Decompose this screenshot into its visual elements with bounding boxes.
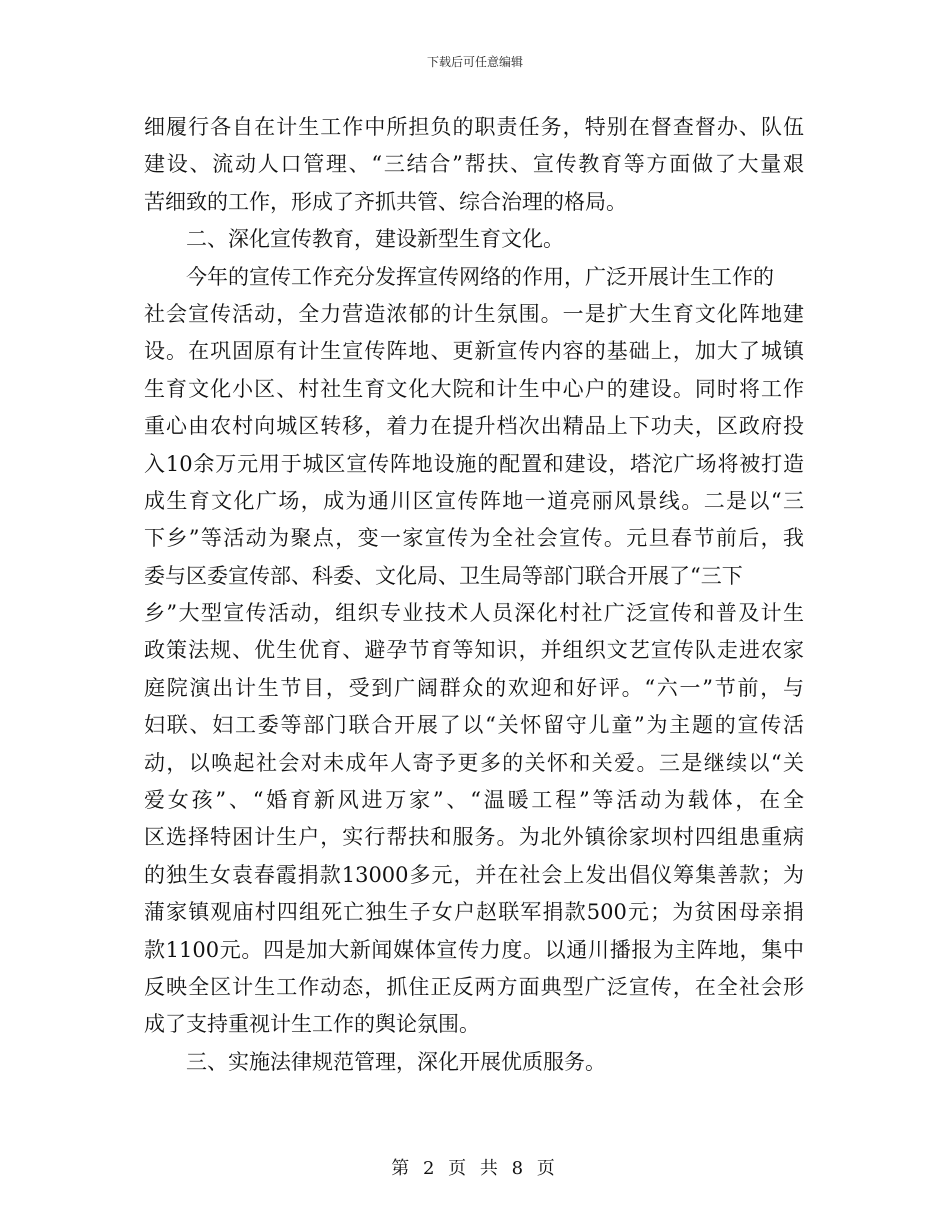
text-line: 苦细致的工作，形成了齐抓共管、综合治理的格局。 bbox=[144, 189, 627, 214]
section-heading: 二、深化宣传教育，建设新型生育文化。 bbox=[186, 227, 564, 252]
text-line: 动，以唤起社会对未成年人寄予更多的关怀和关爱。三是继续以“关 bbox=[144, 750, 804, 775]
text-line: 庭院演出计生节目，受到广阔群众的欢迎和好评。“六一”节前，与 bbox=[144, 675, 804, 700]
text-line: 款1100元。四是加大新闻媒体宣传力度。以通川播报为主阵地，集中 bbox=[144, 937, 804, 962]
text-line: 下乡”等活动为聚点，变一家宣传为全社会宣传。元旦春节前后，我 bbox=[144, 526, 804, 551]
text-line: 社会宣传活动，全力营造浓郁的计生氛围。一是扩大生育文化阵地建 bbox=[144, 301, 804, 326]
page-header: 下载后可任意编辑 bbox=[426, 55, 523, 69]
text-line: 成了支持重视计生工作的舆论氛围。 bbox=[144, 1012, 480, 1037]
text-line: 今年的宣传工作充分发挥宣传网络的作用，广泛开展计生工作的 bbox=[186, 264, 774, 289]
text-line: 设。在巩固原有计生宣传阵地、更新宣传内容的基础上，加大了城镇 bbox=[144, 339, 804, 364]
text-line: 区选择特困计生户，实行帮扶和服务。为北外镇徐家坝村四组患重病 bbox=[144, 825, 804, 850]
text-line: 爱女孩”、“婚育新风进万家”、“温暖工程”等活动为载体，在全 bbox=[144, 788, 804, 813]
page-footer: 第 2 页 共 8 页 bbox=[391, 1158, 559, 1179]
text-line: 成生育文化广场，成为通川区宣传阵地一道亮丽风景线。二是以“三 bbox=[144, 488, 804, 513]
text-line: 政策法规、优生优育、避孕节育等知识，并组织文艺宣传队走进农家 bbox=[144, 638, 804, 663]
text-line: 细履行各自在计生工作中所担负的职责任务，特别在督查督办、队伍 bbox=[144, 115, 804, 139]
text-line: 的独生女袁春霞捐款13000多元，并在社会上发出倡仪筹集善款；为 bbox=[144, 862, 804, 887]
text-line: 委与区委宣传部、科委、文化局、卫生局等部门联合开展了“三下 bbox=[144, 563, 743, 588]
text-line: 妇联、妇工委等部门联合开展了以“关怀留守儿童”为主题的宣传活 bbox=[144, 713, 804, 738]
text-line: 生育文化小区、村社生育文化大院和计生中心户的建设。同时将工作 bbox=[144, 376, 804, 401]
text-line: 建设、流动人口管理、“三结合”帮扶、宣传教育等方面做了大量艰 bbox=[144, 152, 804, 177]
body-text bbox=[144, 109, 804, 1081]
text-line: 蒲家镇观庙村四组死亡独生子女户赵联军捐款500元；为贫困母亲捐 bbox=[144, 900, 804, 925]
text-line: 重心由农村向城区转移，着力在提升档次出精品上下功夫，区政府投 bbox=[144, 414, 804, 439]
section-heading: 三、实施法律规范管理，深化开展优质服务。 bbox=[186, 1049, 606, 1074]
text-line: 反映全区计生工作动态，抓住正反两方面典型广泛宣传，在全社会形 bbox=[144, 974, 804, 999]
text-line: 乡”大型宣传活动，组织专业技术人员深化村社广泛宣传和普及计生 bbox=[144, 601, 804, 626]
text-line: 入10余万元用于城区宣传阵地设施的配置和建设，塔沱广场将被打造 bbox=[144, 451, 804, 476]
